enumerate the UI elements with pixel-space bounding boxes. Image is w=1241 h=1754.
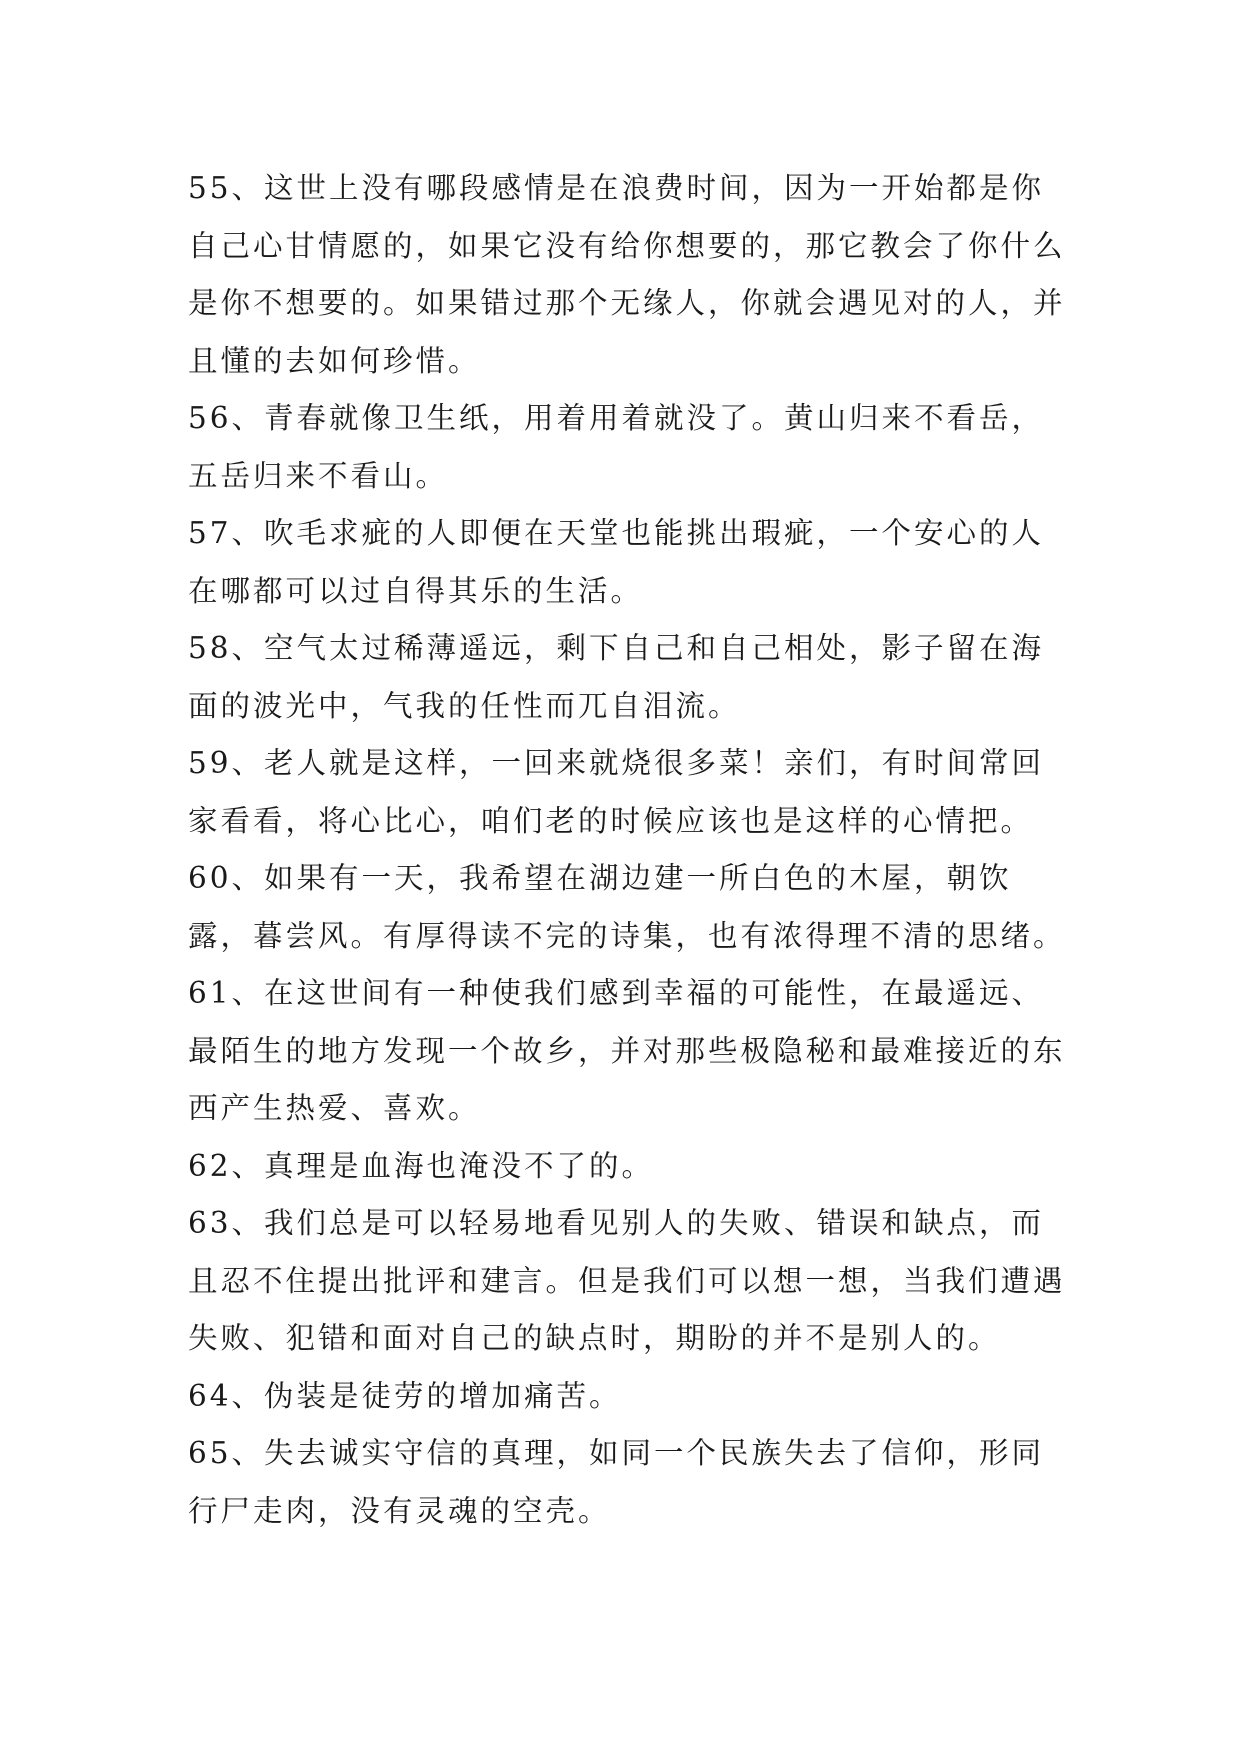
quote-entry-64: 64、伪装是徒劳的增加痛苦。 — [188, 1378, 622, 1413]
quote-entry-58: 58、空气太过稀薄遥远，剩下自己和自己相处，影子留在海面的波光中，气我的任性而兀自泪流。 — [188, 631, 1045, 723]
quote-entry-61: 61、在这世间有一种使我们感到幸福的可能性，在最遥远、最陌生的地方发现一个故乡，并对那些极隐秘和最难接近的东西产生热爱、喜欢。 — [188, 976, 1066, 1125]
quote-entry-57: 57、吹毛求疵的人即便在天堂也能挑出瑕疵，一个安心的人在哪都可以过自得其乐的生活。 — [188, 516, 1045, 608]
quote-entry-60: 60、如果有一天，我希望在湖边建一所白色的木屋，朝饮露，暮尝风。有厚得读不完的诗集，也有浓得理不清的思绪。 — [188, 861, 1066, 953]
quote-entry-65: 65、失去诚实守信的真理，如同一个民族失去了信仰，形同行尸走肉，没有灵魂的空壳。 — [188, 1436, 1045, 1528]
quote-entry-59: 59、老人就是这样，一回来就烧很多菜！亲们，有时间常回家看看，将心比心，咱们老的时候应该也是这样的心情把。 — [188, 746, 1045, 838]
quote-entry-63: 63、我们总是可以轻易地看见别人的失败、错误和缺点，而且忍不住提出批评和建言。但是我们可以想一想，当我们遭遇失败、犯错和面对自己的缺点时，期盼的并不是别人的。 — [188, 1206, 1066, 1355]
document-body — [188, 160, 1068, 1540]
quote-entry-55: 55、这世上没有哪段感情是在浪费时间，因为一开始都是你自己心甘情愿的，如果它没有给你想要的，那它教会了你什么是你不想要的。如果错过那个无缘人，你就会遇见对的人，并且懂的去如何珍惜。 — [188, 171, 1066, 378]
quote-entry-56: 56、青春就像卫生纸，用着用着就没了。黄山归来不看岳，五岳归来不看山。 — [188, 401, 1045, 493]
quote-entry-62: 62、真理是血海也淹没不了的。 — [188, 1148, 655, 1183]
